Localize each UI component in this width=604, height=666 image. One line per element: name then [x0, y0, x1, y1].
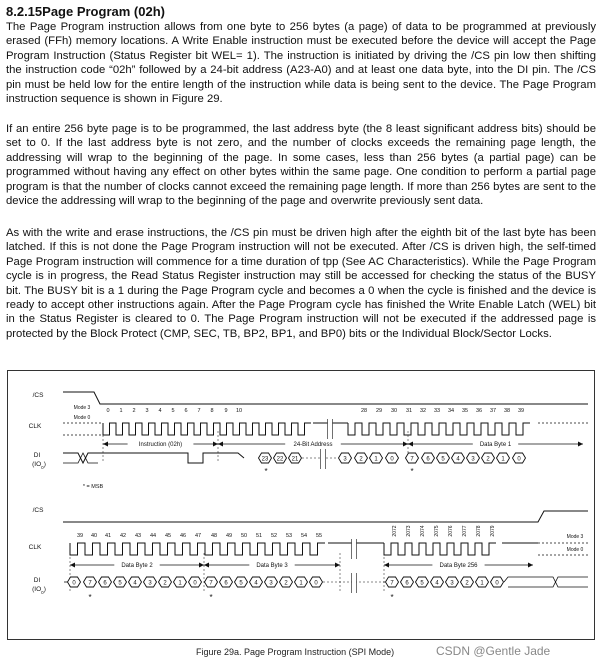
- bottom-di-bit-15-label: 1: [299, 580, 303, 587]
- bottom-di-bit-22-label: 2: [465, 580, 469, 587]
- bottom-di-break-gap: [352, 573, 357, 593]
- bottom-di-bit-21-label: 3: [450, 580, 454, 587]
- bottom-clock-number-24: 2079: [490, 525, 496, 537]
- top-clock-number-5: 5: [171, 408, 175, 414]
- bottom-di-bit-3-label: 5: [118, 580, 122, 587]
- top-di-bit-2-label: 21: [291, 456, 299, 463]
- top-clock-number-9: 9: [224, 408, 228, 414]
- bottom-di-bit-5-label: 3: [148, 580, 152, 587]
- bottom-di-bit-12-label: 4: [254, 580, 258, 587]
- bottom-seg-databyte2-arrow-right: [199, 563, 204, 568]
- top-clock-number-13: 30: [390, 408, 398, 414]
- top-seg-instruction-arrow-left: [103, 442, 108, 447]
- top-clock-number-12: 29: [375, 408, 383, 414]
- bottom-di-bit-10-label: 6: [224, 580, 228, 587]
- bottom-clock-number-18: 2073: [406, 525, 412, 537]
- top-clock-number-15: 32: [419, 408, 427, 414]
- bottom-clock-number-0: 39: [76, 533, 84, 539]
- top-msb-star-1: *: [264, 467, 268, 476]
- bottom-clock-number-2: 41: [104, 533, 112, 539]
- top-mode3-label: Mode 3: [73, 405, 91, 411]
- bottom-msb-star-2: *: [209, 593, 213, 602]
- bottom-clock-number-15: 54: [300, 533, 308, 539]
- paragraph-3: As with the write and erase instructions, the /CS pin must be driven high after the eighth bit of the last byte has been latched. If this is not done the Page Program instruction will not be executed. After /CS is driven high, the self-timed Page Program instruction will commence for a time duration of tpp (See AC Characteristics). While the Page Program cycle is in progress, the Read Status Register instruction may still be accessed for checking the status of the BUSY bit. The BUSY bit is a 1 during the Page Program cycle and becomes a 0 when the cycle is finished and the device is ready to accept other instructions again. After the Page Program cycle has finished the Write Enable Latch (WEL) bit in the Status Register is cleared to 0. The Page Program instruction will not be executed if the addressed page is protected by the Block Protect (CMP, SEC, TB, BP2, BP1, and BP0) bits or the Individual Block/Sector Locks.: [6, 227, 596, 340]
- bottom-clock-number-23: 2078: [476, 525, 482, 537]
- top-clock-number-14: 31: [405, 408, 413, 414]
- bottom-di-bit-16-label: 0: [314, 580, 318, 587]
- bottom-clock-number-21: 2076: [448, 525, 454, 537]
- top-clock-number-7: 7: [197, 408, 201, 414]
- figure-caption: Figure 29a. Page Program Instruction (SPI Mode): [196, 647, 395, 657]
- top-di-bit-13-label: 1: [501, 456, 505, 463]
- bottom-di-bit-14-label: 2: [284, 580, 288, 587]
- bottom-clock-number-5: 44: [149, 533, 157, 539]
- top-mode0-label: Mode 0: [73, 415, 91, 421]
- top-clock-number-4: 4: [158, 408, 162, 414]
- top-seg-databyte1-label: Data Byte 1: [479, 442, 512, 449]
- bottom-clock-number-20: 2075: [434, 525, 440, 537]
- top-seg-address-arrow-right: [403, 442, 408, 447]
- bottom-clock-number-3: 42: [119, 533, 127, 539]
- paragraph-1: The Page Program instruction allows from one byte to 256 bytes (a page) of data to be programmed at previously erased (FFh) memory locations. A Write Enable instruction must be executed before the device will accept the Page Program Instruction (Status Register bit WEL= 1). The instruction is initiated by driving the /CS pin low then shifting the instruction code “02h” followed by a 24-bit address (A23-A0) and at least one data byte, into the DI pin. The /CS pin must be held low for the entire length of the instruction while data is being sent to the device. The Page Program instruction sequence is shown in Figure 29.: [6, 21, 596, 106]
- bottom-clock-number-8: 47: [194, 533, 202, 539]
- top-seg-databyte1-arrow-right: [578, 442, 583, 447]
- top-di-bit-14-label: 0: [517, 456, 521, 463]
- bottom-clock-number-12: 51: [255, 533, 263, 539]
- bottom-di-label: DI: [33, 577, 41, 584]
- top-io-label: $(IO_0)$: [32, 461, 46, 470]
- bottom-clock-number-13: 52: [270, 533, 278, 539]
- bottom-clk-label: CLK: [28, 544, 42, 551]
- top-di-bit-0-label: 23: [261, 456, 269, 463]
- top-clock-number-17: 34: [447, 408, 455, 414]
- top-clock-number-22: 39: [517, 408, 525, 414]
- bottom-seg-databyte3-label: Data Byte 3: [256, 563, 288, 570]
- bottom-clock-seg2: [384, 543, 496, 555]
- watermark: CSDN @Gentle Jade: [436, 644, 551, 658]
- top-seg-address-arrow-left: [218, 442, 223, 447]
- top-clk-label: CLK: [28, 423, 42, 430]
- top-di-bit-9-label: 5: [441, 456, 445, 463]
- bottom-clock-number-14: 53: [285, 533, 293, 539]
- bottom-di-bit-1-label: 7: [88, 580, 92, 587]
- bottom-di-bit-0-label: 0: [72, 580, 76, 587]
- bottom-di-bit-20-label: 4: [435, 580, 439, 587]
- bottom-clock-number-19: 2074: [420, 525, 426, 537]
- bottom-seg-databyte2-arrow-left: [70, 563, 75, 568]
- bottom-seg-databyte256-arrow-left: [384, 563, 389, 568]
- bottom-msb-star-1: *: [88, 593, 92, 602]
- top-di-bit-1-label: 22: [276, 456, 284, 463]
- top-di-bit-6-label: 0: [390, 456, 394, 463]
- timing-diagram-figure: [7, 370, 595, 640]
- bottom-clock-number-17: 2072: [392, 525, 398, 537]
- top-cs-label: /CS: [32, 392, 44, 399]
- bottom-clock-number-7: 46: [179, 533, 187, 539]
- top-msb-star-2: *: [410, 467, 414, 476]
- bottom-msb-star-3: *: [390, 593, 394, 602]
- top-clock-number-11: 28: [360, 408, 368, 414]
- top-clock-break-gap: [328, 419, 333, 439]
- top-clock-seg2: [348, 423, 530, 435]
- top-clock-number-20: 37: [489, 408, 497, 414]
- top-seg-address-label: 24-Bit Address: [293, 442, 333, 449]
- top-cs-waveform: [63, 392, 588, 404]
- bottom-clock-number-11: 50: [240, 533, 248, 539]
- bottom-di-bit-11-label: 5: [239, 580, 243, 587]
- bottom-clock-number-10: 49: [225, 533, 233, 539]
- top-seg-databyte1-arrow-left: [408, 442, 413, 447]
- top-di-bit-11-label: 3: [471, 456, 475, 463]
- bottom-io-label: $(IO_0)$: [32, 586, 46, 595]
- bottom-di-bit-17-label: 7: [390, 580, 394, 587]
- bottom-clock-number-1: 40: [90, 533, 98, 539]
- top-clock-number-1: 1: [119, 408, 123, 414]
- bottom-di-bit-23-label: 1: [480, 580, 484, 587]
- bottom-seg-databyte256-arrow-right: [528, 563, 533, 568]
- top-clock-number-16: 33: [433, 408, 441, 414]
- top-di-bit-12-label: 2: [486, 456, 490, 463]
- bottom-clock-number-4: 43: [134, 533, 142, 539]
- bottom-clock-number-6: 45: [164, 533, 172, 539]
- top-di-bit-7-label: 7: [410, 456, 414, 463]
- bottom-clock-number-16: 55: [315, 533, 323, 539]
- bottom-di-tail: [504, 577, 588, 587]
- top-clock-number-8: 8: [210, 408, 214, 414]
- top-clock-seg1: [103, 423, 311, 435]
- bottom-clock-number-9: 48: [210, 533, 218, 539]
- bottom-di-bit-2-label: 6: [103, 580, 107, 587]
- top-clock-number-19: 36: [475, 408, 483, 414]
- top-di-bits: [63, 453, 244, 463]
- top-clock-number-21: 38: [503, 408, 511, 414]
- bottom-di-bit-9-label: 7: [209, 580, 213, 587]
- top-clock-number-3: 3: [145, 408, 149, 414]
- bottom-cs-label: /CS: [32, 507, 44, 514]
- bottom-mode0-label: Mode 0: [566, 547, 584, 553]
- bottom-di-bit-8-label: 0: [193, 580, 197, 587]
- bottom-di-bit-24-label: 0: [495, 580, 499, 587]
- bottom-di-bit-13-label: 3: [269, 580, 273, 587]
- bottom-clock-break-gap: [352, 539, 357, 559]
- top-di-label: DI: [33, 452, 41, 459]
- bottom-di-bit-19-label: 5: [420, 580, 424, 587]
- paragraph-2: If an entire 256 byte page is to be programmed, the last address byte (the 8 least significant address bits) should be set to 0. If the last address byte is not zero, and the number of clocks exceeds the remaining page length, the addressing will wrap to the beginning of the page. In some cases, less than 256 bytes (a partial page) can be programmed without having any effect on other bytes within the same page. One condition to perform a partial page program is that the number of clocks cannot exceed the remaining page length. If more than 256 bytes are sent to the device the addressing will wrap to the beginning of the page and overwrite previously sent data.: [6, 123, 596, 208]
- top-clock-number-6: 6: [184, 408, 188, 414]
- msb-note: * = MSB: [82, 484, 104, 490]
- bottom-mode3-label: Mode 3: [566, 534, 584, 540]
- top-di-break-gap: [321, 449, 326, 469]
- top-clock-number-18: 35: [461, 408, 469, 414]
- top-di-bit-5-label: 1: [374, 456, 378, 463]
- top-di-bit-10-label: 4: [456, 456, 460, 463]
- bottom-seg-databyte3-arrow-left: [204, 563, 209, 568]
- bottom-seg-databyte2-label: Data Byte 2: [121, 563, 153, 570]
- section-heading: 8.2.15Page Program (02h): [6, 4, 165, 19]
- top-clock-number-2: 2: [132, 408, 136, 414]
- timing-diagram: [8, 371, 594, 639]
- bottom-clock-seg1: [70, 543, 325, 555]
- top-di-bit-8-label: 6: [426, 456, 430, 463]
- top-seg-instruction-arrow-right: [213, 442, 218, 447]
- bottom-cs-waveform: [63, 511, 588, 522]
- bottom-di-bit-18-label: 6: [405, 580, 409, 587]
- bottom-di-bit-6-label: 2: [163, 580, 167, 587]
- bottom-clock-number-22: 2077: [462, 525, 468, 537]
- top-clock-number-0: 0: [106, 408, 110, 414]
- bottom-seg-databyte3-arrow-right: [335, 563, 340, 568]
- top-clock-number-10: 10: [235, 408, 243, 414]
- bottom-di-bit-7-label: 1: [178, 580, 182, 587]
- top-di-x: [63, 453, 98, 463]
- bottom-di-bit-4-label: 4: [133, 580, 137, 587]
- top-di-bit-4-label: 2: [359, 456, 363, 463]
- top-di-bit-3-label: 3: [343, 456, 347, 463]
- top-seg-instruction-label: Instruction (02h): [138, 442, 183, 449]
- bottom-seg-databyte256-label: Data Byte 256: [439, 563, 478, 570]
